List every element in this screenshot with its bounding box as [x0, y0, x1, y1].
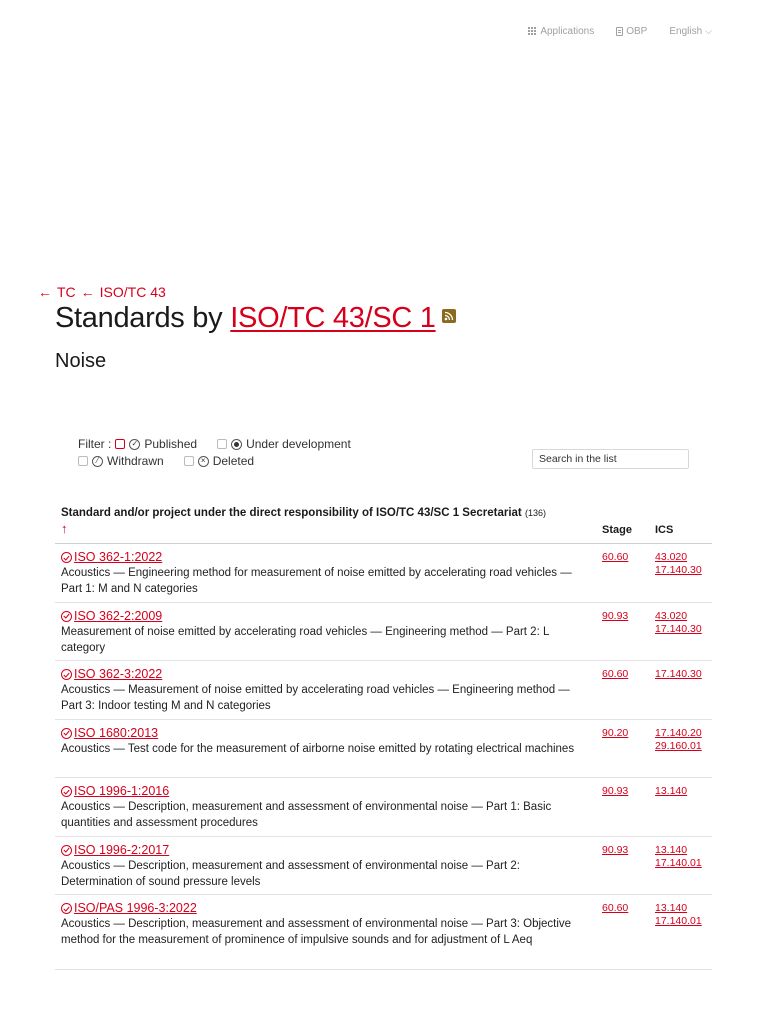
- ics-list: [655, 610, 702, 636]
- standard-link[interactable]: ISO 1680:2013: [74, 725, 159, 740]
- ics-link[interactable]: 29.160.01: [655, 739, 702, 752]
- grid-icon: [528, 27, 537, 36]
- arrow-left-icon: ←: [38, 284, 52, 300]
- filter-label: Filter :: [78, 437, 112, 451]
- standard-link[interactable]: ISO 362-3:2022: [74, 667, 163, 681]
- table-row: [55, 895, 712, 970]
- stage-link[interactable]: 90.93: [602, 785, 629, 797]
- applications-label: Applications: [540, 26, 595, 37]
- ics-link[interactable]: 17.140.01: [655, 856, 702, 869]
- row-ref: [61, 667, 581, 682]
- ics-link[interactable]: 43.020: [655, 609, 688, 622]
- ics-link[interactable]: 17.140.01: [655, 915, 702, 927]
- stage-link[interactable]: 90.20: [602, 726, 629, 739]
- deleted-label: Deleted: [212, 454, 255, 468]
- row-ref: [61, 784, 581, 799]
- ics-list: [655, 668, 702, 681]
- row-main: [61, 901, 581, 948]
- row-ref: [61, 843, 581, 858]
- top-nav: [528, 26, 712, 37]
- standard-title: Measurement of noise emitted by accelerating road vehicles — Engineering method — Part 2: L category: [61, 625, 549, 654]
- header-main-label: Standard and/or project under the direct responsibility of ISO/TC 43/SC 1 Secretariat: [61, 507, 522, 519]
- table-row: [55, 603, 712, 662]
- breadcrumb: [38, 284, 166, 300]
- row-main: [61, 609, 581, 656]
- row-main: [61, 550, 581, 597]
- table-row: [55, 661, 712, 720]
- ics-link[interactable]: 13.140: [655, 902, 688, 914]
- result-count: (136): [524, 508, 546, 518]
- ics-link[interactable]: 13.140: [655, 843, 688, 856]
- page-title-prefix: Standards by: [55, 302, 223, 334]
- check-circle-icon: [61, 552, 72, 563]
- header-main: [61, 506, 596, 536]
- table-row: [55, 720, 712, 779]
- under-development-label: Under development: [246, 437, 351, 451]
- stage-link[interactable]: 90.93: [602, 843, 629, 856]
- table-row: [55, 837, 712, 896]
- stage-link[interactable]: 60.60: [602, 668, 629, 680]
- page-subtitle: Noise: [55, 350, 107, 372]
- row-main: [61, 784, 581, 831]
- header-stage[interactable]: Stage: [602, 524, 632, 536]
- stage-link[interactable]: 90.93: [602, 609, 629, 622]
- published-checkbox[interactable]: [115, 439, 125, 449]
- table-body: [55, 544, 712, 970]
- standard-link[interactable]: ISO 1996-1:2016: [74, 784, 170, 798]
- ics-list: [655, 785, 687, 798]
- standard-title: Acoustics — Test code for the measurement of airborne noise emitted by rotating electrical machines: [61, 742, 575, 755]
- ics-link[interactable]: 43.020: [655, 551, 688, 563]
- stage-link[interactable]: 60.60: [602, 902, 629, 914]
- standard-title: Acoustics — Engineering method for measurement of noise emitted by accelerating road vehicles — Part 1: M and N categories: [61, 567, 572, 595]
- search-input[interactable]: [532, 449, 689, 469]
- standard-link[interactable]: ISO 1996-2:2017: [74, 842, 170, 857]
- table-header: [55, 502, 712, 544]
- rss-icon[interactable]: [442, 309, 456, 323]
- row-ref: [61, 550, 581, 565]
- ics-link[interactable]: 17.140.30: [655, 622, 702, 635]
- ics-list: [655, 902, 702, 928]
- header-ics[interactable]: ICS: [655, 524, 674, 536]
- stage-link[interactable]: 60.60: [602, 551, 629, 563]
- ics-link[interactable]: 17.140.30: [655, 564, 702, 576]
- language-label: English: [669, 26, 703, 37]
- breadcrumb-parent[interactable]: ISO/TC 43: [99, 284, 166, 300]
- arrow-left-icon: ←: [80, 284, 95, 300]
- table-row: [55, 778, 712, 837]
- standard-title: Acoustics — Description, measurement and assessment of environmental noise — Part 1: Basic quantities and assessment procedures: [61, 801, 552, 829]
- breadcrumb-tc[interactable]: TC: [57, 284, 76, 300]
- language-selector[interactable]: [669, 26, 712, 37]
- check-circle-icon: [61, 845, 72, 856]
- withdrawn-checkbox[interactable]: [78, 456, 88, 466]
- ics-list: [655, 727, 702, 753]
- withdrawn-label: Withdrawn: [107, 454, 164, 468]
- check-circle-icon: [61, 611, 72, 622]
- published-label: Published: [144, 437, 198, 451]
- deleted-checkbox[interactable]: [184, 456, 194, 466]
- chevron-down-icon: ⌵: [705, 26, 712, 36]
- standard-title: Acoustics — Description, measurement and assessment of environmental noise — Part 2: Determination of sound pressure levels: [61, 859, 520, 888]
- check-circle-icon: [61, 728, 72, 739]
- row-ref: [61, 609, 581, 624]
- radio-dot-icon: [231, 439, 242, 450]
- document-icon: [616, 27, 623, 36]
- ics-list: [655, 551, 702, 577]
- standard-link[interactable]: ISO/PAS 1996-3:2022: [74, 901, 197, 915]
- check-circle-icon: ✓: [129, 439, 140, 450]
- check-circle-icon: [61, 786, 72, 797]
- standard-link[interactable]: ISO 362-1:2022: [74, 550, 163, 564]
- standard-title: Acoustics — Measurement of noise emitted by accelerating road vehicles — Engineering method — Part 3: Indoor testing M and N categories: [61, 684, 570, 712]
- under-development-checkbox[interactable]: [217, 439, 227, 449]
- standard-title: Acoustics — Description, measurement and assessment of environmental noise — Part 3: Objective method for the measurement of prominence of impulsive sounds and for adjustment of L Aeq: [61, 918, 572, 946]
- x-circle-icon: ×: [198, 456, 209, 467]
- ics-link[interactable]: 17.140.20: [655, 726, 702, 739]
- sort-arrow-icon[interactable]: ↑: [61, 521, 68, 536]
- obp-label: OBP: [626, 26, 648, 37]
- row-ref: [61, 901, 581, 916]
- standard-link[interactable]: ISO 362-2:2009: [74, 608, 163, 623]
- committee-link[interactable]: ISO/TC 43/SC 1: [230, 302, 436, 334]
- filter-panel: [78, 436, 351, 470]
- applications-link[interactable]: [528, 26, 594, 37]
- check-circle-icon: [61, 903, 72, 914]
- ics-link[interactable]: 17.140.30: [655, 668, 702, 680]
- ics-link[interactable]: 13.140: [655, 785, 688, 797]
- row-main: [61, 726, 581, 757]
- row-main: [61, 843, 581, 890]
- obp-link[interactable]: [616, 26, 647, 37]
- row-ref: [61, 726, 581, 741]
- check-circle-icon: [61, 669, 72, 680]
- standards-table: [55, 502, 712, 970]
- page-title: [55, 302, 456, 335]
- table-row: [55, 544, 712, 603]
- row-main: [61, 667, 581, 714]
- slash-circle-icon: ⁄: [92, 456, 103, 467]
- ics-list: [655, 844, 702, 870]
